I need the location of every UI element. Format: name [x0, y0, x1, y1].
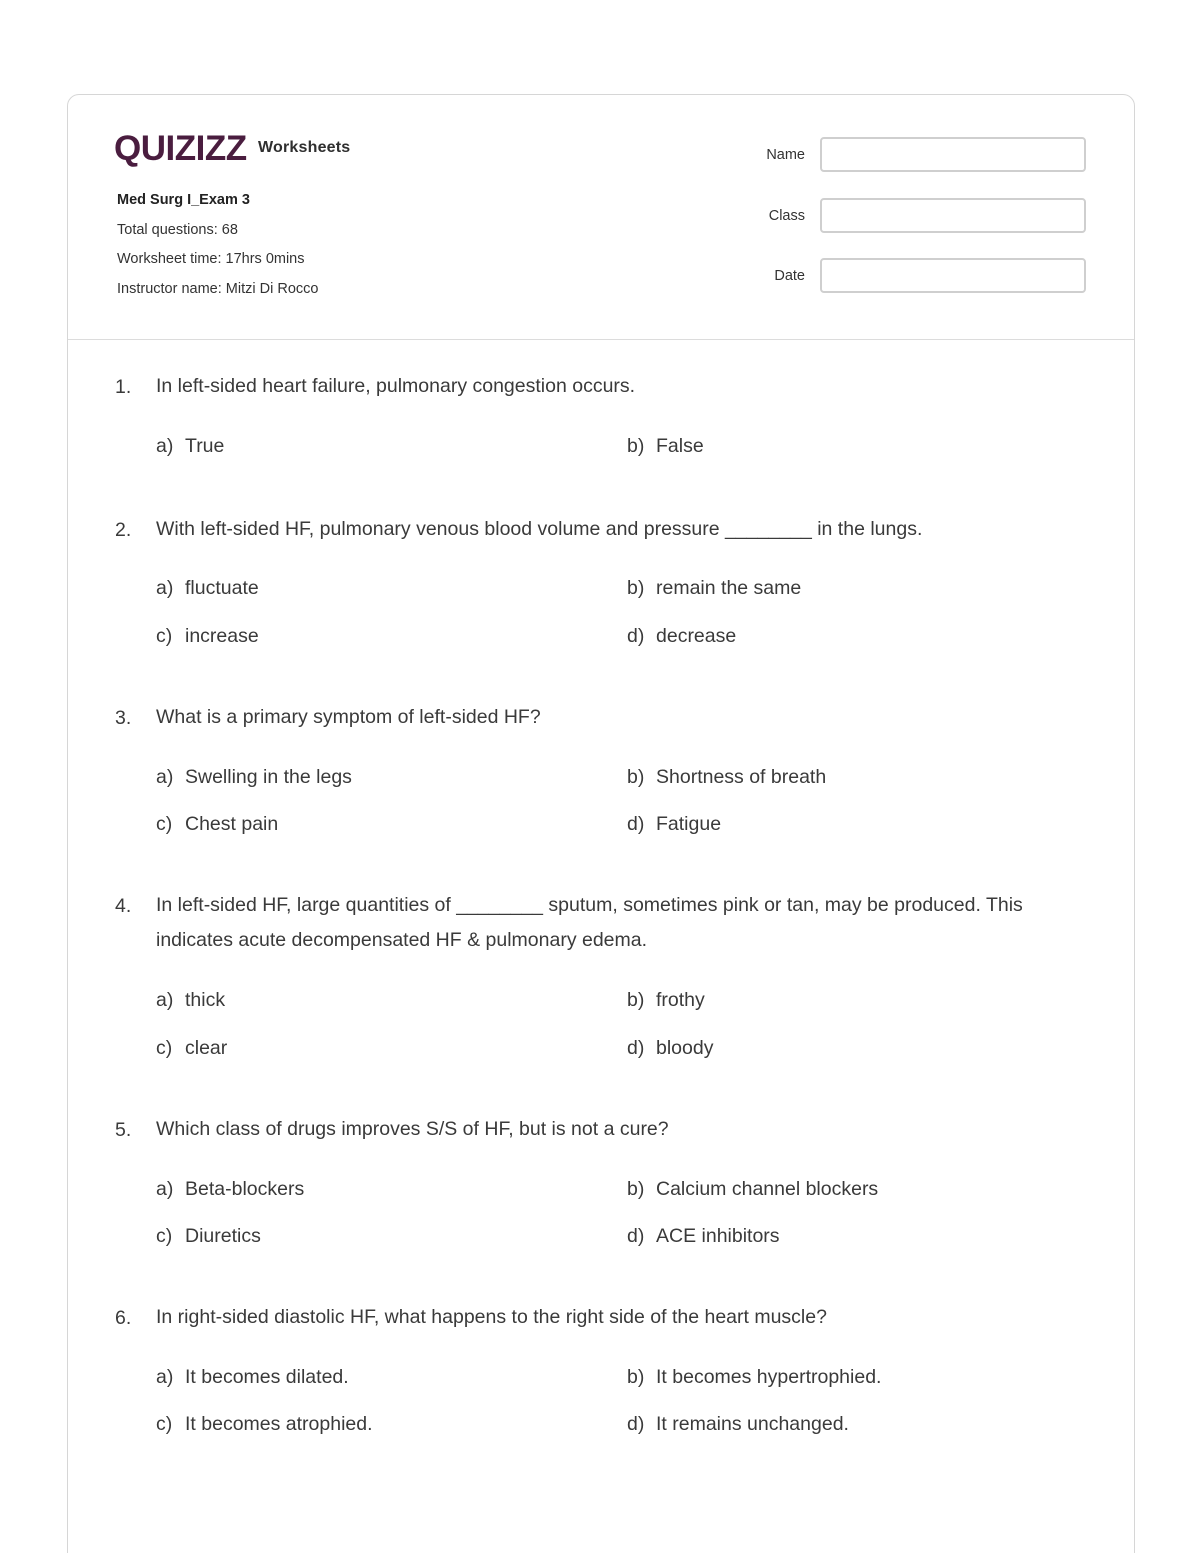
- name-field-row: [728, 137, 1088, 198]
- option-c: [156, 813, 278, 836]
- question-text: What is a primary symptom of left-sided HF?: [156, 706, 541, 728]
- name-label: Name: [766, 147, 805, 163]
- option-text: It becomes hypertrophied.: [656, 1366, 882, 1388]
- option-c: [156, 1037, 227, 1060]
- option-a: [156, 1366, 349, 1389]
- option-letter: b): [627, 435, 645, 457]
- option-letter: d): [627, 625, 645, 647]
- option-letter: b): [627, 766, 645, 788]
- worksheet-meta: [117, 191, 318, 309]
- option-letter: a): [156, 435, 174, 457]
- student-fields: [728, 137, 1088, 319]
- instructor-name: Instructor name: Mitzi Di Rocco: [117, 280, 319, 297]
- option-a: [156, 577, 259, 600]
- date-field[interactable]: [820, 258, 1086, 293]
- option-d: [627, 625, 736, 648]
- option-text: Diuretics: [185, 1225, 261, 1247]
- option-letter: c): [156, 625, 173, 647]
- svg-text:QUIZIZZ: QUIZIZZ: [114, 129, 247, 168]
- option-text: It remains unchanged.: [656, 1413, 849, 1435]
- option-a: [156, 989, 225, 1012]
- logo-subtitle: Worksheets: [258, 139, 351, 156]
- option-letter: b): [627, 989, 645, 1011]
- option-text: It becomes atrophied.: [185, 1413, 373, 1435]
- option-b: [627, 989, 705, 1012]
- option-letter: b): [627, 1366, 645, 1388]
- option-text: Shortness of breath: [656, 766, 827, 788]
- option-text: clear: [185, 1037, 228, 1059]
- option-text: frothy: [656, 989, 705, 1011]
- option-letter: a): [156, 577, 174, 599]
- option-text: increase: [185, 625, 259, 647]
- option-text: Chest pain: [185, 813, 279, 835]
- class-field[interactable]: [820, 198, 1086, 233]
- option-text: fluctuate: [185, 577, 259, 599]
- worksheet-title: Med Surg I_Exam 3: [117, 192, 250, 208]
- option-a: [156, 1178, 304, 1201]
- option-letter: a): [156, 1366, 174, 1388]
- worksheet-header: [68, 95, 1134, 340]
- option-letter: b): [627, 577, 645, 599]
- name-field[interactable]: [820, 137, 1086, 172]
- option-text: It becomes dilated.: [185, 1366, 349, 1388]
- option-b: [627, 435, 704, 458]
- option-letter: d): [627, 1413, 645, 1435]
- option-d: [627, 1037, 713, 1060]
- question-text: With left-sided HF, pulmonary venous blood volume and pressure ________ in the lungs.: [156, 518, 923, 540]
- option-letter: c): [156, 1225, 173, 1247]
- option-letter: d): [627, 1225, 645, 1247]
- option-text: bloody: [656, 1037, 714, 1059]
- option-b: [627, 1366, 881, 1389]
- option-a: [156, 766, 352, 789]
- option-letter: d): [627, 1037, 645, 1059]
- option-c: [156, 1413, 373, 1436]
- question-text: In right-sided diastolic HF, what happens to the right side of the heart muscle?: [156, 1306, 827, 1328]
- option-c: [156, 1225, 261, 1248]
- option-d: [627, 813, 721, 836]
- option-letter: b): [627, 1178, 645, 1200]
- option-text: decrease: [656, 625, 737, 647]
- option-text: ACE inhibitors: [656, 1225, 780, 1247]
- question-number: 1.: [115, 376, 132, 398]
- option-text: remain the same: [656, 577, 802, 599]
- option-text: Fatigue: [656, 813, 722, 835]
- option-text: Calcium channel blockers: [656, 1178, 879, 1200]
- quizizz-logo: [114, 129, 248, 169]
- option-letter: a): [156, 1178, 174, 1200]
- question-number: 2.: [115, 519, 132, 541]
- class-label: Class: [768, 207, 805, 224]
- option-d: [627, 1413, 849, 1436]
- option-text: Beta-blockers: [185, 1178, 305, 1200]
- option-letter: c): [156, 1037, 173, 1059]
- option-text: Swelling in the legs: [185, 766, 352, 788]
- date-label: Date: [774, 268, 805, 284]
- option-letter: d): [627, 813, 645, 835]
- quizizz-logo-icon: [114, 129, 248, 169]
- date-field-row: [728, 258, 1088, 319]
- question-text: Which class of drugs improves S/S of HF, but is not a cure?: [156, 1118, 669, 1140]
- option-letter: a): [156, 766, 174, 788]
- total-questions: Total questions: 68: [117, 221, 238, 238]
- option-b: [627, 1178, 878, 1201]
- option-letter: a): [156, 989, 174, 1011]
- worksheet-page: [67, 94, 1135, 1553]
- option-b: [627, 577, 801, 600]
- question-number: 5.: [115, 1119, 132, 1141]
- option-c: [156, 625, 259, 648]
- option-text: thick: [185, 989, 226, 1011]
- option-a: [156, 435, 224, 458]
- question-number: 3.: [115, 707, 132, 729]
- option-text: True: [185, 435, 225, 457]
- option-letter: c): [156, 1413, 173, 1435]
- option-text: False: [656, 435, 704, 457]
- class-field-row: [728, 198, 1088, 259]
- question-text: In left-sided HF, large quantities of ________ sputum, sometimes pink or tan, may be produced. This indicates acute decompensated HF & pulmonary edema.: [156, 894, 1023, 951]
- option-letter: c): [156, 813, 173, 835]
- option-d: [627, 1225, 780, 1248]
- worksheet-time: Worksheet time: 17hrs 0mins: [117, 251, 305, 267]
- question-text: In left-sided heart failure, pulmonary congestion occurs.: [156, 375, 636, 397]
- question-number: 6.: [115, 1307, 132, 1329]
- option-b: [627, 766, 826, 789]
- question-number: 4.: [115, 895, 132, 917]
